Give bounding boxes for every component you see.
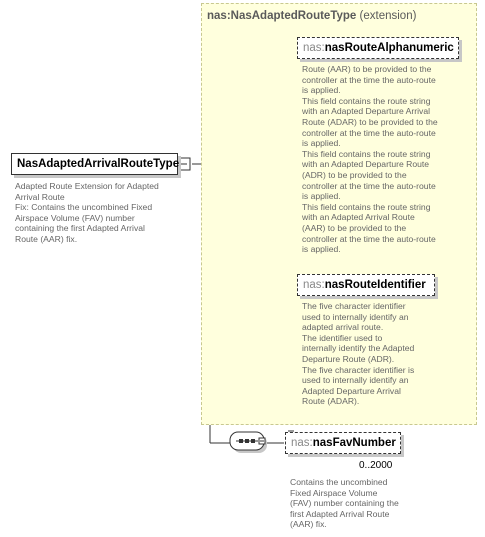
doc-line: is applied. — [302, 138, 341, 149]
root-documentation — [15, 181, 190, 245]
doc-line: Contains the uncombined — [290, 477, 388, 487]
element-prefix: nas: — [291, 437, 313, 449]
doc-line: (ADR) to be provided to the — [302, 169, 407, 180]
doc-line: used to internally identify an — [302, 311, 409, 322]
doc-line: The identifier used to — [302, 332, 383, 343]
doc-line: Fix: Contains the uncombined Fixed — [15, 202, 153, 213]
doc-line: Fixed Airspace Volume — [290, 487, 378, 498]
doc-line: is applied. — [302, 191, 341, 202]
doc-line: (AAR) fix. — [290, 519, 327, 530]
doc-line: Adapted Route Extension for Adapted — [15, 181, 159, 191]
doc-line: This field contains the route string — [302, 201, 431, 212]
doc-line: first Adapted Arrival Route — [290, 508, 390, 519]
doc-line: controller at the time the auto-route — [302, 180, 436, 191]
element-nasRouteIdentifier[interactable] — [297, 274, 435, 296]
doc-line: Route (ADAR). — [302, 396, 360, 407]
element-documentation — [302, 301, 472, 407]
sequence-compositor-icon — [230, 432, 267, 453]
element-name: nasRouteIdentifier — [324, 279, 426, 291]
doc-line: with an Adapted Departure Arrival — [302, 106, 431, 117]
doc-line: This field contains the route string — [302, 95, 431, 106]
doc-line: is applied. — [302, 244, 341, 255]
element-nasRouteAlphanumeric[interactable] — [297, 37, 459, 59]
doc-line: adapted arrival route. — [302, 322, 384, 333]
extension-title — [207, 10, 416, 22]
doc-line: Departure Route (ADR). — [302, 353, 395, 364]
extension-prefix: nas: — [207, 10, 231, 22]
doc-line: containing the first Adapted Arrival — [15, 223, 145, 234]
doc-line: Adapted Departure Arrival — [302, 385, 401, 396]
doc-line: Route (ADAR) to be provided to the — [302, 116, 438, 127]
doc-line: controller at the time the auto-route — [302, 74, 436, 85]
root-element-name: NasAdaptedArrivalRouteType — [17, 158, 180, 170]
doc-line: controller at the time the auto-route — [302, 233, 436, 244]
element-documentation — [290, 477, 450, 530]
element-prefix: nas: — [303, 42, 325, 54]
doc-line: with an Adapted Departure Route — [302, 159, 430, 170]
occurrence-label: 0..2000 — [359, 460, 393, 471]
element-prefix: nas: — [303, 279, 325, 291]
doc-line: Arrival Route — [15, 191, 65, 202]
doc-line: This field contains the route string — [302, 148, 431, 159]
doc-line: Route (AAR) to be provided to the — [302, 64, 432, 74]
doc-line: (AAR) to be provided to the — [302, 222, 407, 233]
element-name: nasFavNumber — [312, 437, 396, 449]
doc-line: (FAV) number containing the — [290, 498, 399, 509]
doc-line: with an Adapted Arrival Route — [302, 212, 415, 223]
extension-type-name: NasAdaptedRouteType — [230, 10, 357, 22]
element-nasFavNumber[interactable] — [285, 432, 401, 454]
doc-line: Route (AAR) fix. — [15, 233, 78, 244]
doc-line: is applied. — [302, 85, 341, 96]
extension-suffix: (extension) — [359, 10, 417, 22]
doc-line: controller at the time the auto-route — [302, 127, 436, 138]
element-name: nasRouteAlphanumeric — [324, 42, 454, 54]
doc-line: Airspace Volume (FAV) number — [15, 212, 135, 223]
doc-line: internally identify the Adapted — [302, 343, 415, 354]
element-documentation — [302, 64, 472, 255]
doc-line: The five character identifier — [302, 301, 406, 311]
root-element-box[interactable] — [11, 153, 178, 175]
doc-line: The five character identifier is — [302, 364, 415, 375]
doc-line: used to internally identify an — [302, 375, 409, 386]
